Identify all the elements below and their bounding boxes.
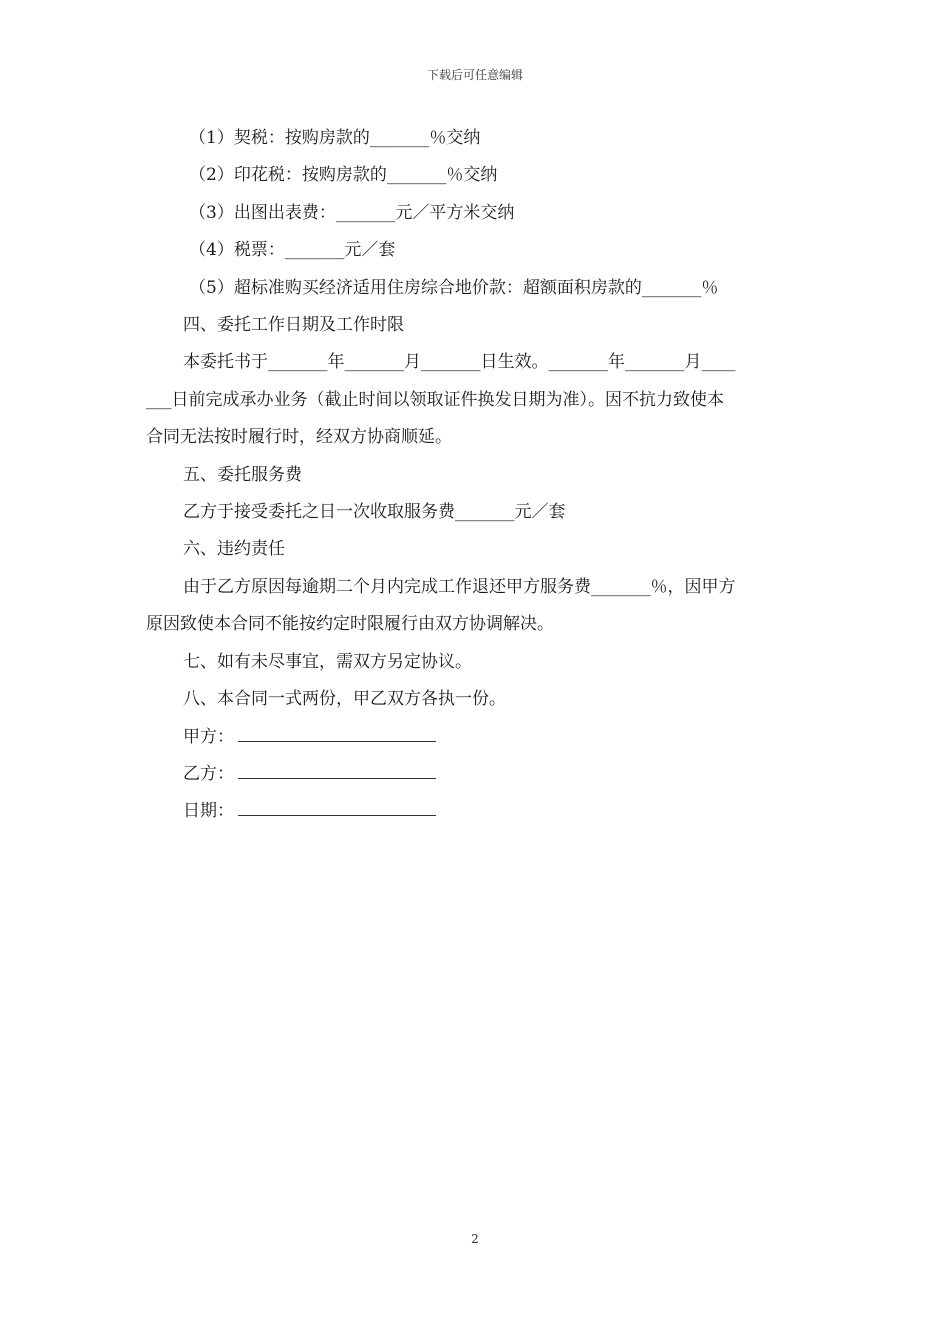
- paragraph-effective-date: 本委托书于_______年_______月_______日生效。_______年_______月____: [183, 352, 736, 373]
- paragraph-service-fee: 乙方于接受委托之日一次收取服务费_______元／套: [183, 502, 566, 523]
- clause-deed-tax: （1）契税：按购房款的_______％交纳: [189, 128, 481, 148]
- paragraph-breach: 由于乙方原因每逾期二个月内完成工作退还甲方服务费_______％，因甲方: [183, 576, 736, 597]
- signature-blank: [238, 764, 436, 779]
- section-heading-6: 六、违约责任: [183, 539, 285, 560]
- signature-party-a: [146, 719, 810, 756]
- signature-label: 日期：: [183, 801, 234, 822]
- document-body: [146, 120, 810, 831]
- signature-blank: [238, 801, 436, 816]
- signature-label: 甲方：: [183, 726, 234, 747]
- signature-date: [146, 793, 810, 830]
- section-heading-4: 四、委托工作日期及工作时限: [183, 315, 404, 336]
- signature-party-b: [146, 756, 810, 793]
- clause-stamp-tax: （2）印花税：按购房款的_______％交纳: [189, 165, 498, 186]
- signature-blank: [238, 727, 436, 742]
- section-heading-8: 八、本合同一式两份，甲乙双方各执一份。: [183, 689, 506, 710]
- clause-excess-land-price: （5）超标准购买经济适用住房综合地价款：超额面积房款的_______％: [189, 277, 719, 298]
- paragraph-effective-date-cont2: 合同无法按时履行时，经双方协商顺延。: [146, 427, 452, 448]
- section-heading-5: 五、委托服务费: [183, 464, 302, 485]
- signature-label: 乙方：: [183, 763, 234, 784]
- paragraph-effective-date-cont1: ___日前完成承办业务（截止时间以领取证件换发日期为准）。因不抗力致使本: [146, 389, 724, 410]
- paragraph-breach-cont: 原因致使本合同不能按约定时限履行由双方协调解决。: [146, 614, 554, 635]
- clause-drawing-fee: （3）出图出表费：_______元／平方米交纳: [189, 202, 515, 223]
- clause-tax-receipt: （4）税票：_______元／套: [189, 240, 396, 261]
- page-number: 2: [471, 1232, 479, 1246]
- section-heading-7: 七、如有未尽事宜，需双方另定协议。: [183, 651, 472, 672]
- page-header: 下载后可任意编辑: [426, 68, 523, 82]
